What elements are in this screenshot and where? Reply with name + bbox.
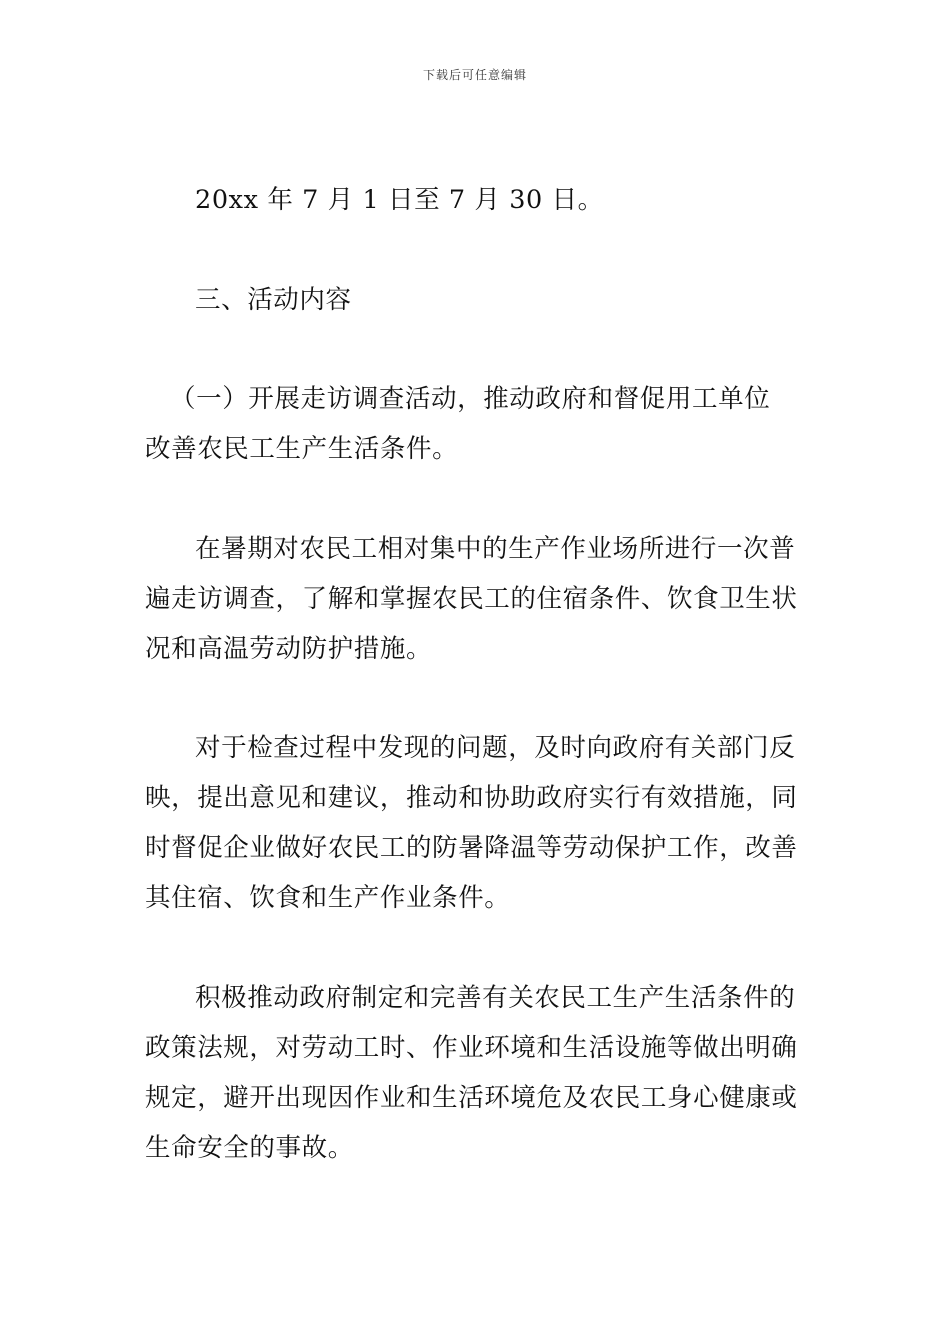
paragraph-3-line-2: 政策法规，对劳动工时、作业环境和生活设施等做出明确 (145, 1033, 798, 1063)
subsection-heading-line-1: （一）开展走访调查活动，推动政府和督促用工单位 (170, 384, 771, 414)
paragraph-2-line-2: 映，提出意见和建议，推动和协助政府实行有效措施，同 (145, 783, 798, 813)
paragraph-1-line-2: 遍走访调查，了解和掌握农民工的住宿条件、饮食卫生状 (145, 584, 798, 614)
paragraph-3-line-1: 积极推动政府制定和完善有关农民工生产生活条件的 (195, 983, 796, 1013)
paragraph-1-line-1: 在暑期对农民工相对集中的生产作业场所进行一次普 (195, 534, 796, 564)
paragraph-1-line-3: 况和高温劳动防护措施。 (145, 634, 433, 664)
paragraph-3-line-4: 生命安全的事故。 (145, 1133, 354, 1163)
subsection-heading-line-2: 改善农民工生产生活条件。 (145, 434, 459, 464)
date-range-line: 20xx 年 7 月 1 日至 7 月 30 日。 (195, 185, 604, 215)
paragraph-2-line-3: 时督促企业做好农民工的防暑降温等劳动保护工作，改善 (145, 833, 798, 863)
paragraph-3-line-3: 规定，避开出现因作业和生活环境危及农民工身心健康或 (145, 1083, 798, 1113)
download-note: 下载后可任意编辑 (422, 68, 527, 82)
paragraph-2-line-4: 其住宿、饮食和生产作业条件。 (145, 883, 511, 913)
section-heading: 三、活动内容 (195, 285, 352, 315)
paragraph-2-line-1: 对于检查过程中发现的问题，及时向政府有关部门反 (195, 733, 796, 763)
